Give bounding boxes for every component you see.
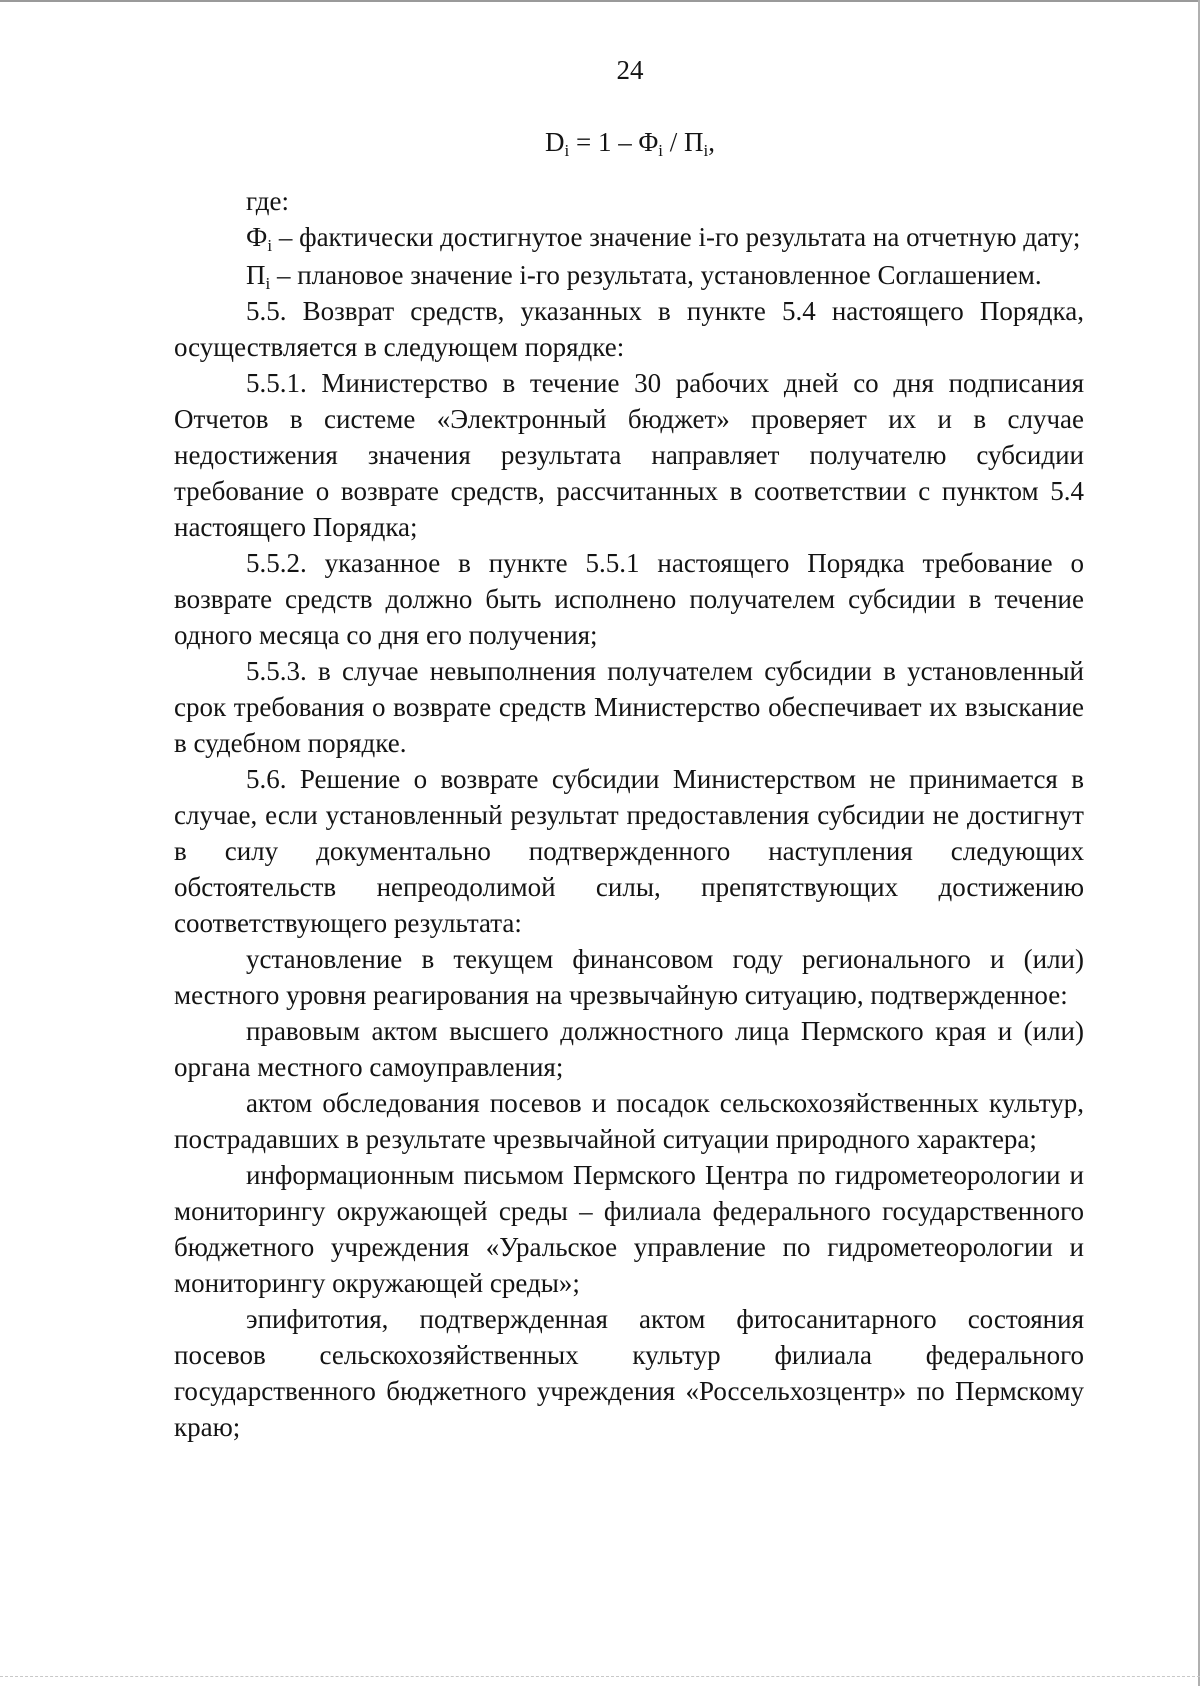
paragraph-text: информационным письмом Пермского Центра по гидрометеорологии и мониторингу окружающей среды – филиала федерального государственного бюджетного учреждения «Уральское управление по гидрометеорологии и мониторингу окружающей среды»;	[174, 1160, 1084, 1298]
paragraph-text: 5.5.3. в случае невыполнения получателем субсидии в установленный срок требования о возврате средств Министерство обеспечивает их взыскание в судебном порядке.	[174, 656, 1084, 758]
symbol-pi: П	[246, 260, 266, 290]
paragraph-text: эпифитотия, подтвержденная актом фитосанитарного состояния посевов сельскохозяйственных культур филиала федерального государственного бюджетного учреждения «Россельхозцентр» по Пермскому краю;	[174, 1304, 1084, 1442]
scan-edge-bottom	[0, 1676, 1200, 1678]
formula-middle: = 1 – Φ	[569, 127, 659, 157]
paragraph-text: – плановое значение i-го результата, установленное Соглашением.	[270, 260, 1042, 290]
document-body	[174, 183, 1084, 1445]
paragraph-pi-definition	[174, 257, 1084, 293]
paragraph-phi-definition	[174, 219, 1084, 255]
paragraph-epiphytoty	[174, 1301, 1084, 1445]
formula-lhs: D	[545, 127, 565, 157]
paragraph-5-5	[174, 293, 1084, 365]
paragraph-text: 5.5.1. Министерство в течение 30 рабочих дней со дня подписания Отчетов в системе «Электронный бюджет» проверяет их и в случае недостижения значения результата направляет получателю субсидии требование о возврате средств, рассчитанных в соответствии с пунктом 5.4 настоящего Порядка;	[174, 368, 1084, 542]
scan-edge-top	[0, 0, 1200, 2]
paragraph-establishment	[174, 941, 1084, 1013]
paragraph-survey-act	[174, 1085, 1084, 1157]
paragraph-where	[174, 183, 1084, 219]
paragraph-text: установление в текущем финансовом году регионального и (или) местного уровня реагирования на чрезвычайную ситуацию, подтвержденное:	[174, 944, 1084, 1010]
paragraph-text: где:	[246, 186, 289, 216]
paragraph-text: 5.5.2. указанное в пункте 5.5.1 настоящего Порядка требование о возврате средств должно быть исполнено получателем субсидии в течение одного месяца со дня его получения;	[174, 548, 1084, 650]
formula-lhs-subscript: i	[564, 141, 570, 160]
formula-middle-subscript: i	[658, 141, 663, 160]
symbol-phi-subscript: i	[267, 236, 273, 255]
paragraph-info-letter	[174, 1157, 1084, 1301]
paragraph-5-6	[174, 761, 1084, 941]
formula	[0, 124, 1200, 160]
paragraph-text: – фактически достигнутое значение i-го результата на отчетную дату;	[272, 222, 1081, 252]
symbol-pi-subscript: i	[265, 274, 271, 293]
formula-rhs-subscript: i	[703, 141, 709, 160]
paragraph-5-5-3	[174, 653, 1084, 761]
symbol-phi: Ф	[246, 222, 268, 252]
paragraph-legal-act	[174, 1013, 1084, 1085]
paragraph-text: актом обследования посевов и посадок сельскохозяйственных культур, пострадавших в результате чрезвычайной ситуации природного характера;	[174, 1088, 1084, 1154]
paragraph-text: правовым актом высшего должностного лица Пермского края и (или) органа местного самоуправления;	[174, 1016, 1084, 1082]
paragraph-5-5-1	[174, 365, 1084, 545]
formula-rhs: / П	[662, 127, 704, 157]
paragraph-text: 5.5. Возврат средств, указанных в пункте 5.4 настоящего Порядка, осуществляется в следующем порядке:	[174, 296, 1084, 362]
paragraph-text: 5.6. Решение о возврате субсидии Министерством не принимается в случае, если установленный результат предоставления субсидии не достигнут в силу документально подтвержденного наступления следующих обстоятельств непреодолимой силы, препятствующих достижению соответствующего результата:	[174, 764, 1084, 938]
paragraph-5-5-2	[174, 545, 1084, 653]
page-number: 24	[616, 55, 644, 85]
formula-tail: ,	[708, 127, 715, 157]
